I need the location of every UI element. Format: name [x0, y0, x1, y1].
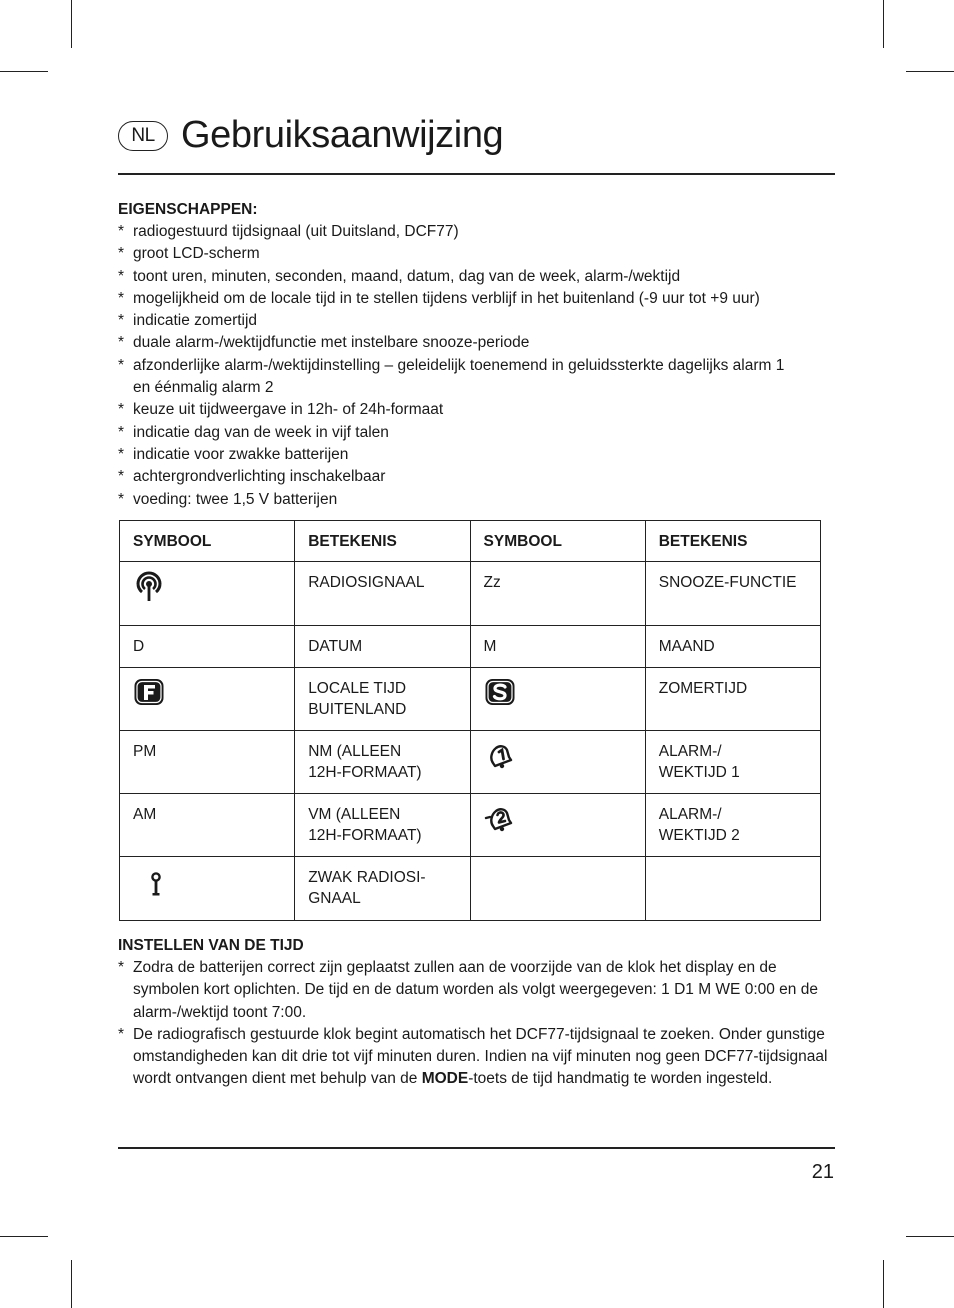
table-row: [120, 562, 821, 626]
mode-key-label: MODE: [421, 1070, 469, 1088]
header-rule: [118, 173, 835, 175]
symbol-cell: [470, 857, 645, 921]
symbol-cell: [120, 668, 295, 731]
table-row: [120, 668, 821, 731]
meaning-cell: LOCALE TIJD BUITENLAND: [295, 668, 470, 731]
meaning-cell: NM (ALLEEN 12H-FORMAAT): [295, 731, 470, 794]
footer-rule: [118, 1147, 835, 1149]
meaning-cell: RADIOSIGNAAL: [295, 562, 470, 626]
symbol-cell: [470, 794, 645, 857]
meaning-cell: SNOOZE-FUNCTIE: [645, 562, 820, 626]
crop-mark: [883, 0, 884, 48]
summer-time-s-icon: [484, 676, 516, 708]
table-row: [120, 794, 821, 857]
meaning-cell: ZWAK RADIOSI- GNAAL: [295, 857, 470, 921]
time-setting-section: [118, 935, 832, 1091]
symbol-cell: M: [470, 626, 645, 668]
table-header-row: [120, 521, 821, 562]
time-setting-list: [118, 957, 832, 1091]
symbol-cell: Zz: [470, 562, 645, 626]
symbol-cell: [120, 562, 295, 626]
page-number: 21: [811, 1161, 834, 1183]
column-header: BETEKENIS: [645, 521, 820, 562]
crop-mark: [0, 1236, 48, 1237]
meaning-cell: [645, 857, 820, 921]
meaning-cell: DATUM: [295, 626, 470, 668]
column-header: BETEKENIS: [295, 521, 470, 562]
meaning-cell: ALARM-/ WEKTIJD 1: [645, 731, 820, 794]
page-title: Gebruiksaanwijzing: [181, 114, 504, 156]
features-list: [118, 221, 838, 511]
instruction-text: De radiografisch gestuurde klok begint automatisch het DCF77-tijdsignaal te zoeken. Onder gunstige omstandigheden kan dit drie tot vijf minuten duren. Indien na vijf minuten nog geen DCF77-tijdsignaal wordt ontvangen dient met behulp van de: [133, 1025, 828, 1088]
instruction-text: -toets de tijd handmatig te worden ingesteld.: [468, 1070, 773, 1088]
crop-mark: [883, 1260, 884, 1308]
meaning-cell: MAAND: [645, 626, 820, 668]
list-item: * indicatie dag van de week in vijf talen: [118, 422, 838, 444]
crop-mark: [906, 1236, 954, 1237]
list-item: * achtergrondverlichting inschakelbaar: [118, 466, 838, 488]
list-item: * mogelijkheid om de locale tijd in te stellen tijdens verblijf in het buitenland (-9 uur tot +9 uur): [118, 288, 878, 310]
features-heading: EIGENSCHAPPEN:: [118, 201, 258, 218]
symbol-cell: [120, 857, 295, 921]
foreign-time-f-icon: [133, 676, 165, 708]
list-item: * indicatie voor zwakke batterijen: [118, 444, 838, 466]
list-item: * keuze uit tijdweergave in 12h- of 24h-formaat: [118, 399, 838, 421]
language-badge: NL: [118, 121, 168, 151]
list-item: * duale alarm-/wektijdfunctie met instelbare snooze-periode: [118, 332, 838, 354]
table-row: [120, 626, 821, 668]
list-item: * radiogestuurd tijdsignaal (uit Duitsland, DCF77): [118, 221, 838, 243]
symbol-cell: PM: [120, 731, 295, 794]
column-header: SYMBOOL: [120, 521, 295, 562]
list-item: * afzonderlijke alarm-/wektijdinstelling – geleidelijk toenemend in geluidssterkte dagelijks alarm 1 en éénmalig alarm 2: [118, 355, 798, 400]
alarm-bell-2-icon: [484, 802, 516, 834]
crop-mark: [71, 1260, 72, 1308]
list-item: * groot LCD-scherm: [118, 243, 838, 265]
table-row: [120, 731, 821, 794]
radio-signal-icon: [133, 570, 165, 602]
list-item: * Zodra de batterijen correct zijn geplaatst zullen aan de voorzijde van de klok het display en de symbolen kort oplichten. De tijd en de datum worden als volgt weergegeven: 1 D1 M WE 0:00 en de alarm-/wektijd toont 7:00.: [118, 957, 832, 1024]
crop-mark: [906, 71, 954, 72]
meaning-cell: VM (ALLEEN 12H-FORMAAT): [295, 794, 470, 857]
page-header: [118, 112, 836, 174]
weak-radio-signal-icon: [140, 865, 172, 897]
table-row: [120, 857, 821, 921]
alarm-bell-1-icon: [484, 739, 516, 771]
meaning-cell: ALARM-/ WEKTIJD 2: [645, 794, 820, 857]
symbol-cell: [470, 668, 645, 731]
symbol-cell: AM: [120, 794, 295, 857]
list-item: * toont uren, minuten, seconden, maand, datum, dag van de week, alarm-/wektijd: [118, 266, 838, 288]
features-section: [118, 199, 838, 511]
list-item: * voeding: twee 1,5 V batterijen: [118, 489, 838, 511]
symbol-cell: D: [120, 626, 295, 668]
symbol-cell: [470, 731, 645, 794]
list-item: * indicatie zomertijd: [118, 310, 838, 332]
crop-mark: [0, 71, 48, 72]
time-setting-heading: INSTELLEN VAN DE TIJD: [118, 937, 304, 954]
symbol-table: [119, 520, 821, 921]
crop-mark: [71, 0, 72, 48]
list-item: [118, 1024, 832, 1091]
meaning-cell: ZOMERTIJD: [645, 668, 820, 731]
column-header: SYMBOOL: [470, 521, 645, 562]
